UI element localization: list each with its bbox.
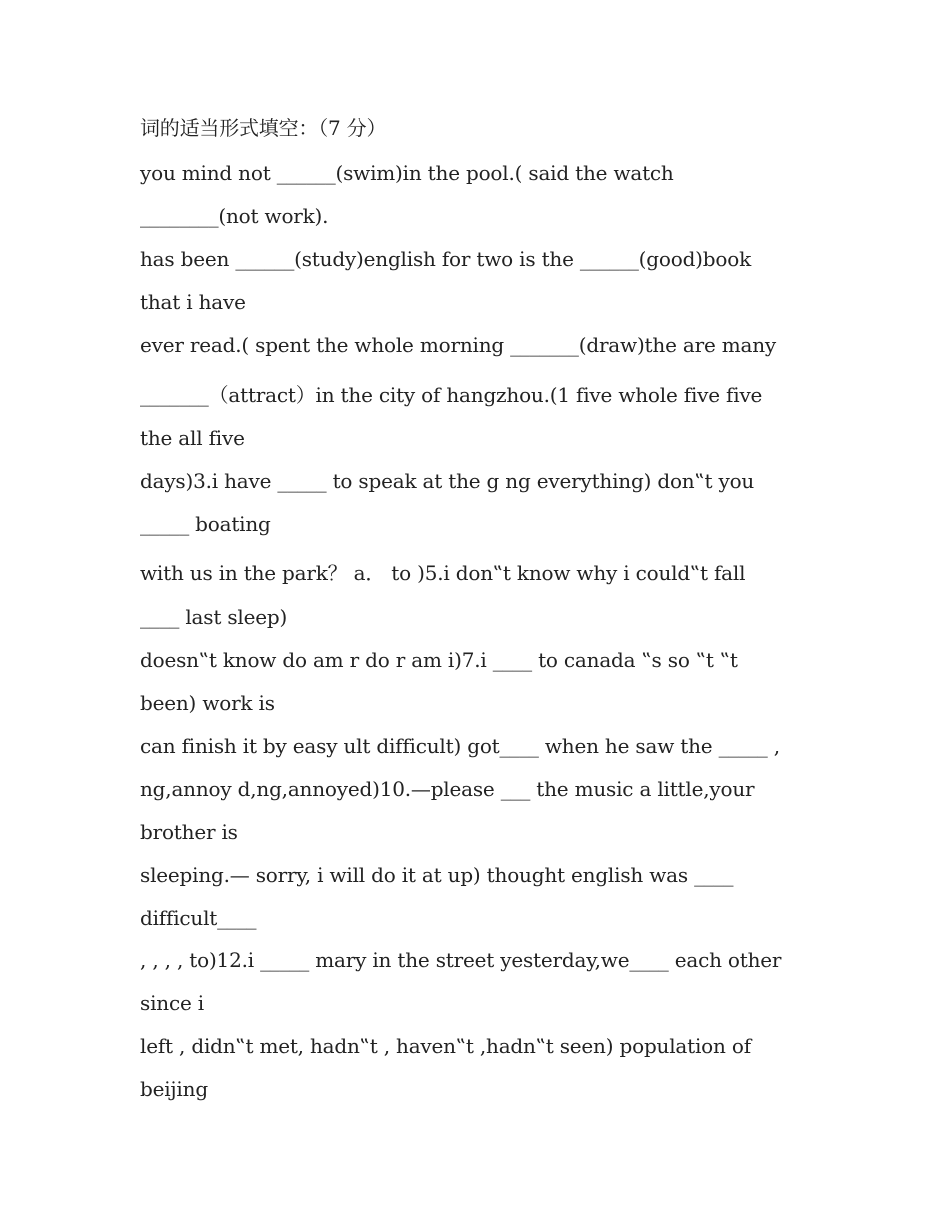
text-line: , , , , to)12.i _____ mary in the street yesterday,we____ each other [140,948,782,972]
text-line: brother is [140,820,238,844]
section-heading: 词的适当形式填空：（7 分） [140,116,387,140]
text-line: ever read.( spent the whole morning _______(draw)the are many [140,333,777,357]
text-line: left , didn‟t met, hadn‟t , haven‟t ,hadn‟t seen) population of [140,1034,751,1058]
text-line: _______（attract）in the city of hangzhou.(1 five whole five five [140,383,763,407]
text-line: sleeping.— sorry, i will do it at up) thought english was ____ [140,863,734,887]
text-line: you mind not ______(swim)in the pool.( said the watch [140,161,674,185]
text-line: doesn‟t know do am r do r am i)7.i ____ to canada ‟s so ‟t ‟t [140,648,738,672]
text-line: difficult____ [140,906,257,930]
text-line: the all five [140,426,245,450]
text-line: ____ last sleep) [140,605,288,629]
text-line: has been ______(study)english for two is the ______(good)book [140,247,751,271]
text-line: days)3.i have _____ to speak at the g ng everything) don‟t you [140,469,755,493]
text-line: _____ boating [140,512,271,536]
text-line: can finish it by easy ult difficult) got____ when he saw the _____ , [140,734,780,758]
text-line: with us in the park？ a． to )5.i don‟t know why i could‟t fall [140,561,746,585]
text-line: ng,annoy d,ng,annoyed)10.—please ___ the music a little,your [140,777,755,801]
text-line: beijing [140,1077,208,1101]
text-line: that i have [140,290,246,314]
text-line: been) work is [140,691,275,715]
text-line: since i [140,991,204,1015]
text-line: ________(not work). [140,204,329,228]
